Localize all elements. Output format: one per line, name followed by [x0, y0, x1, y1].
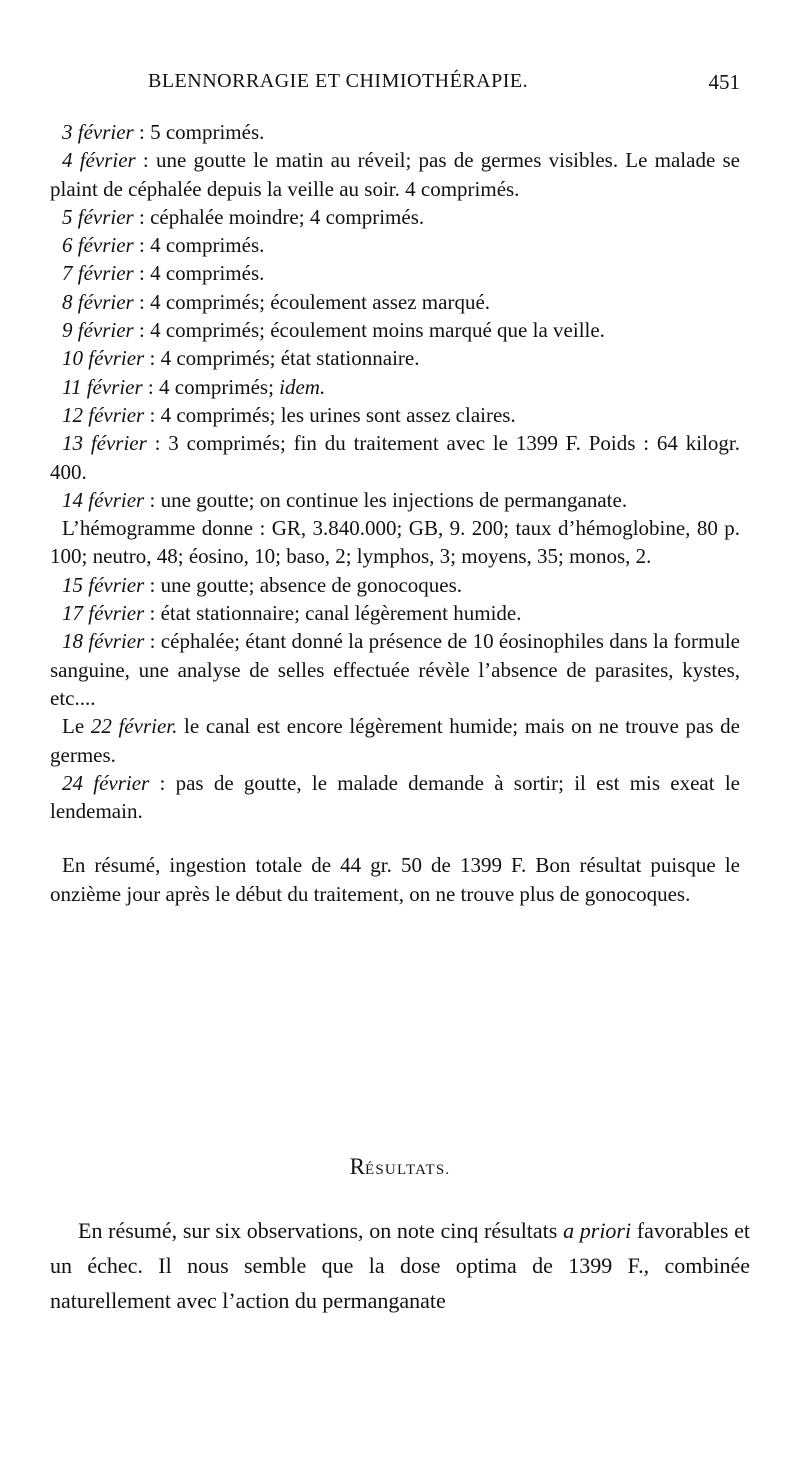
entry-feb-17: 17 février : état stationnaire; canal légèrement humide.	[62, 601, 522, 626]
entry-feb-4: 4 février : une goutte le matin au réveil; pas de germes visibles. Le malade se plaint de céphalée depuis la veille au soir. 4 comprimés.	[50, 148, 740, 201]
entry-feb-10: 10 février : 4 comprimés; état stationnaire.	[62, 346, 420, 371]
summary-paragraph: En résumé, ingestion totale de 44 gr. 50 de 1399 F. Bon résultat puisque le onzième jour après le début du traitement, on ne trouve plus de gonocoques.	[50, 853, 740, 906]
entry-feb-13: 13 février : 3 comprimés; fin du traitement avec le 1399 F. Poids : 64 kilogr. 400.	[50, 431, 740, 484]
entry-feb-3: 3 février : 5 comprimés.	[62, 120, 265, 144]
observation-text	[50, 118, 740, 908]
results-paragraph: En résumé, sur six observations, on note cinq résultats a priori favorables et un échec. Il nous semble que la dose optima de 1399 F., combinée naturellement avec l’action du permanganate	[50, 1218, 750, 1313]
section-heading: RÉSULTATS.	[349, 1154, 451, 1179]
paragraph-gap	[50, 825, 740, 851]
page-number: 451	[708, 70, 740, 94]
entry-feb-22: Le 22 février. le canal est encore légèrement humide; mais on ne trouve pas de germes.	[50, 714, 740, 767]
entry-feb-24: 24 février : pas de goutte, le malade demande à sortir; il est mis exeat le lendemain.	[50, 770, 740, 824]
running-title: BLENNORRAGIE ET CHIMIOTHÉRAPIE.	[148, 70, 529, 92]
entry-feb-14: 14 février : une goutte; on continue les injections de permanganate.	[62, 487, 628, 512]
entry-feb-5: 5 février : céphalée moindre; 4 comprimés.	[62, 204, 425, 229]
entry-feb-12: 12 février : 4 comprimés; les urines sont assez claires.	[62, 402, 516, 427]
entry-feb-18: 18 février : céphalée; étant donné la présence de 10 éosinophiles dans la formule sanguine, une analyse de selles effectuée révèle l’absence de parasites, kystes, etc....	[50, 629, 740, 710]
entry-feb-9: 9 février : 4 comprimés; écoulement moins marqué que la veille.	[62, 318, 605, 343]
hemogram-paragraph: L’hémogramme donne : GR, 3.840.000; GB, 9. 200; taux d’hémoglobine, 80 p. 100; neutro, 48; éosino, 10; baso, 2; lymphos, 3; moyens, 35; monos, 2.	[50, 516, 740, 569]
entry-feb-6: 6 février : 4 comprimés.	[62, 233, 265, 258]
entry-feb-7: 7 février : 4 comprimés.	[62, 261, 265, 286]
entry-feb-15: 15 février : une goutte; absence de gonocoques.	[62, 572, 463, 597]
entry-feb-11: 11 février : 4 comprimés; idem.	[62, 374, 326, 399]
running-header	[40, 70, 740, 100]
entry-feb-8: 8 février : 4 comprimés; écoulement assez marqué.	[62, 289, 491, 314]
